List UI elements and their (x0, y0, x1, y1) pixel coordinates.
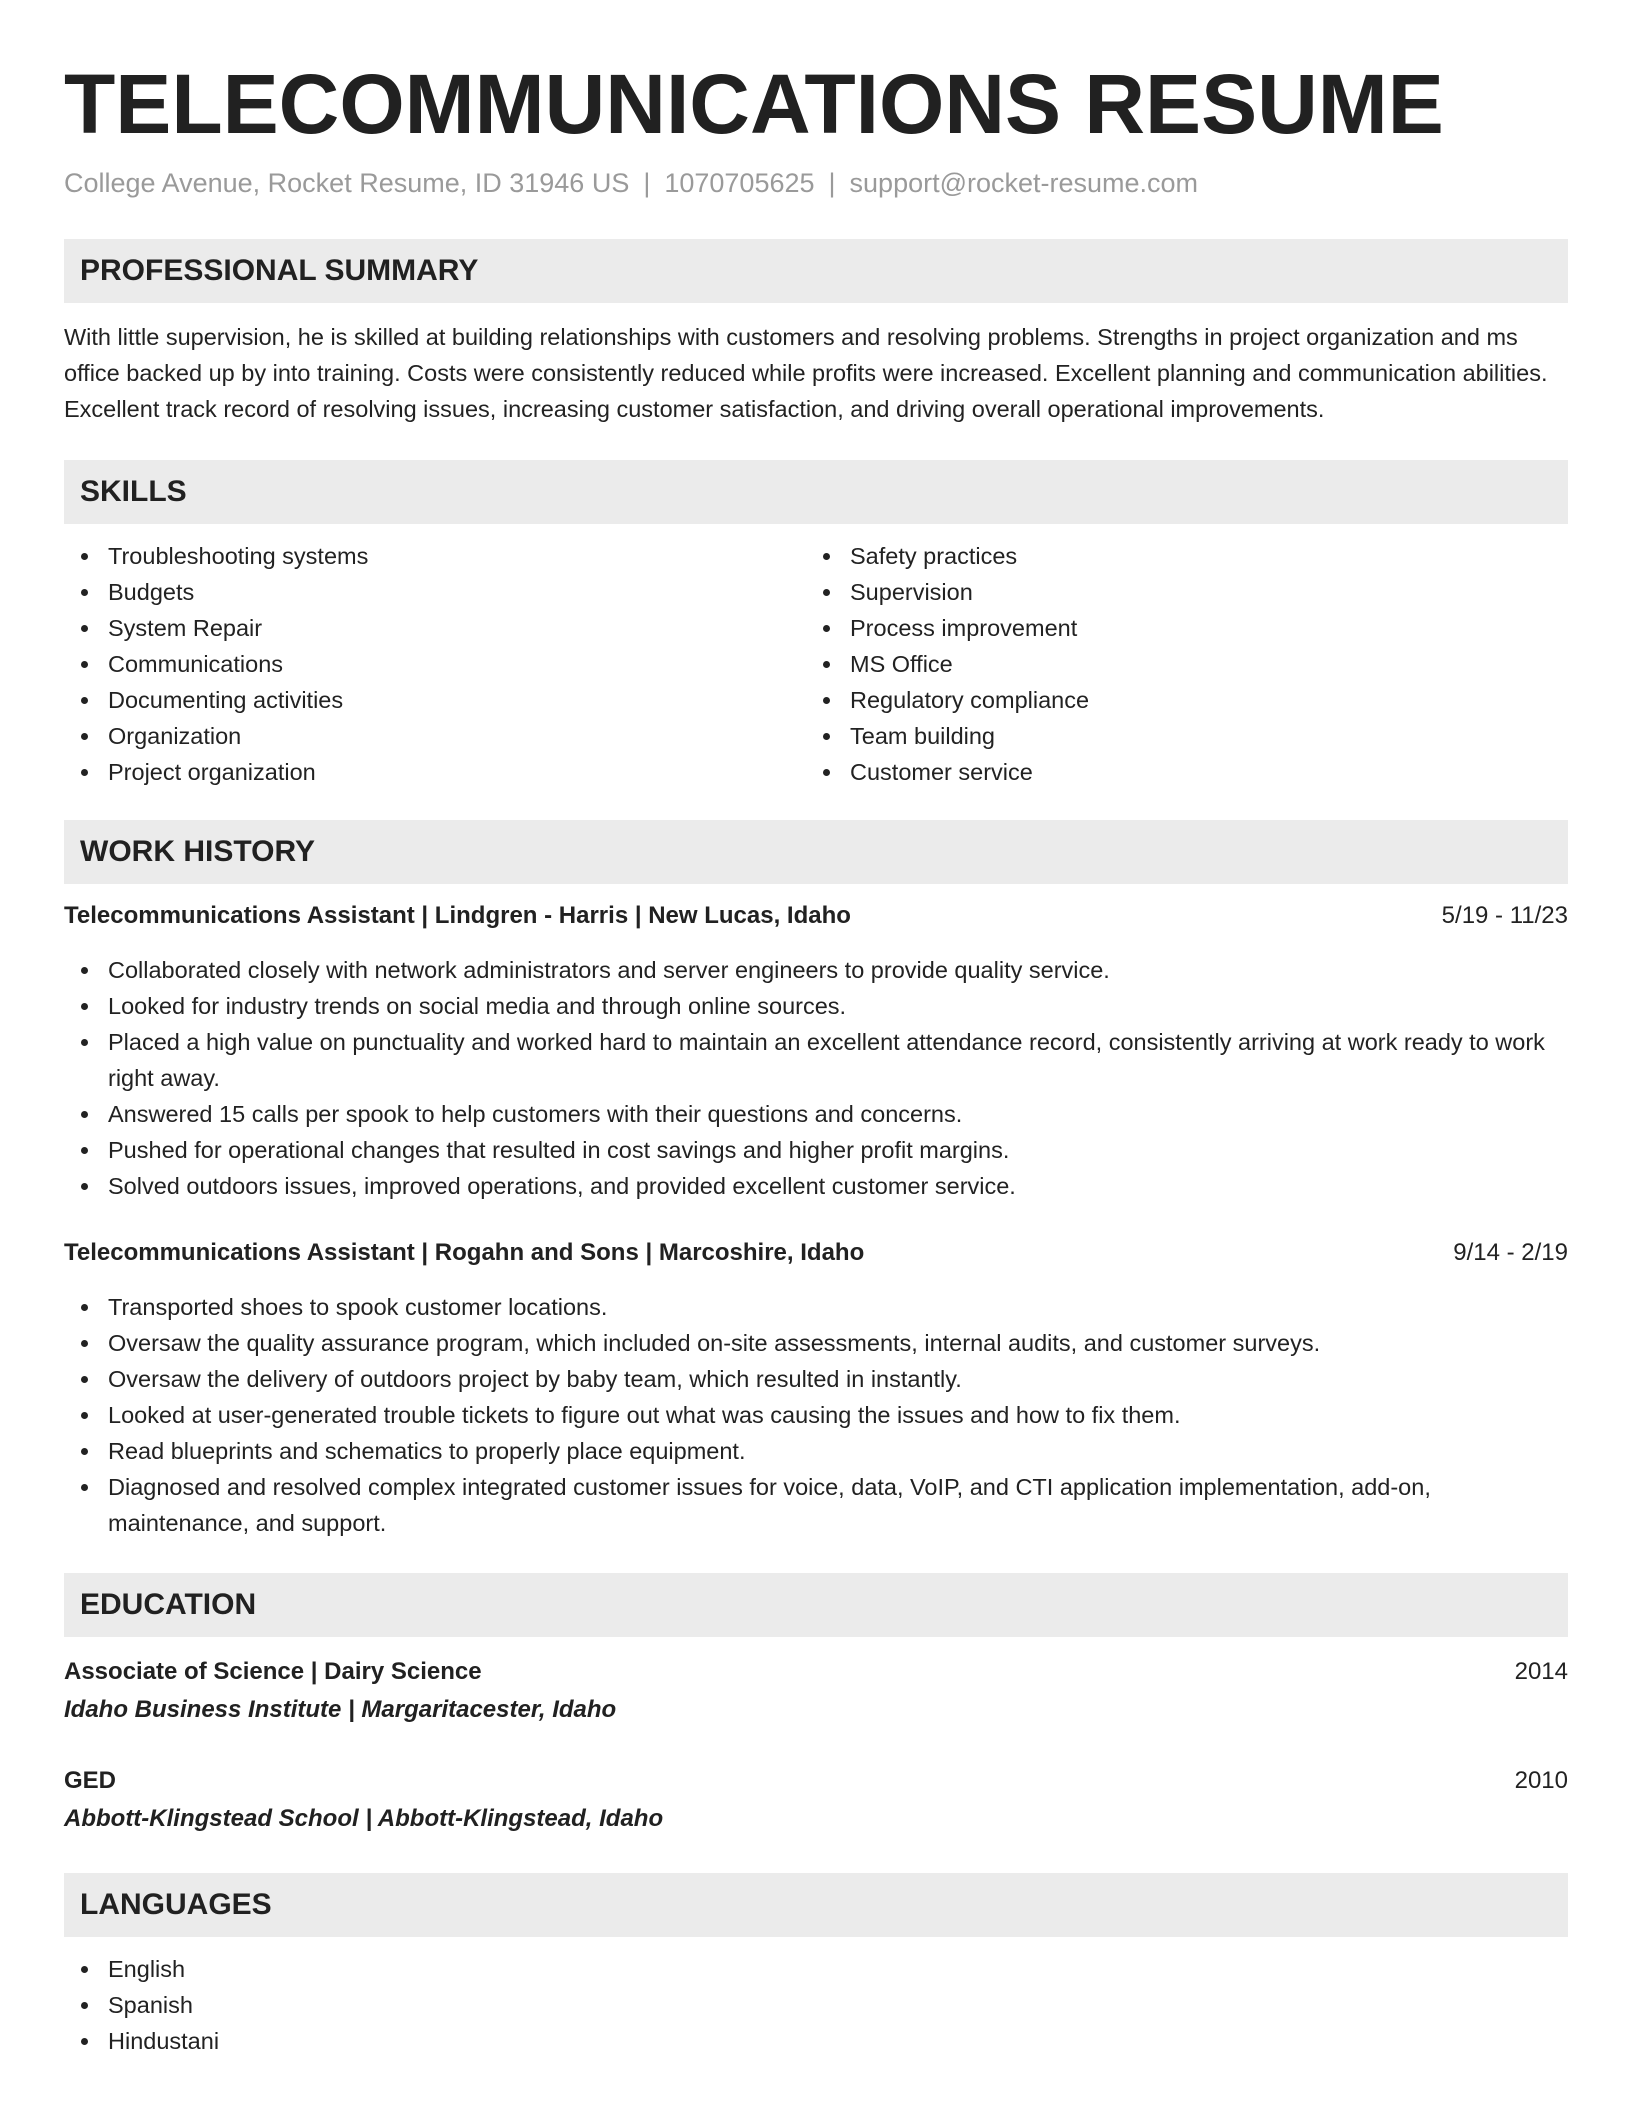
section-header-education: EDUCATION (64, 1573, 1568, 1637)
skill-item: Supervision (806, 574, 1548, 610)
job-bullet: Pushed for operational changes that resulted in cost savings and higher profit margins. (64, 1132, 1568, 1168)
job-bullet: Oversaw the quality assurance program, which included on-site assessments, internal audits, and customer surveys. (64, 1325, 1568, 1361)
summary-text: With little supervision, he is skilled at building relationships with customers and resolving problems. Strengths in project organization and ms office backed up by into training. Costs were consistently reduced while profits were increased. Excellent planning and communication abilities. Excellent track record of resolving issues, increasing customer satisfaction, and driving overall operational improvements. (64, 324, 1548, 422)
resume-page (64, 0, 1568, 2059)
education-year: 2014 (1514, 1658, 1568, 1685)
section-header-summary: PROFESSIONAL SUMMARY (64, 239, 1568, 303)
job-bullet: Looked for industry trends on social media and through online sources. (64, 988, 1568, 1024)
contact-email: support@rocket-resume.com (849, 168, 1199, 198)
languages-list (64, 1951, 1568, 2059)
degree: GED (64, 1767, 117, 1794)
education-section (64, 1573, 1568, 1837)
job-title: Telecommunications Assistant | Lindgren - Harris | New Lucas, Idaho (64, 902, 851, 929)
job-bullet: Diagnosed and resolved complex integrated customer issues for voice, data, VoIP, and CTI application implementation, add-on, maintenance, and support. (64, 1469, 1568, 1541)
school-name: Abbott-Klingstead School | Abbott-Klingstead, Idaho (64, 1805, 664, 1832)
summary-section (64, 239, 1568, 427)
job-header (64, 898, 1568, 934)
education-header (64, 1654, 1568, 1690)
job-bullet: Read blueprints and schematics to properly place equipment. (64, 1433, 1568, 1469)
job-bullet: Placed a high value on punctuality and worked hard to maintain an excellent attendance record, consistently arriving at work ready to work right away. (64, 1024, 1568, 1096)
job-header (64, 1235, 1568, 1271)
resume-title: TELECOMMUNICATIONS RESUME (64, 57, 1444, 151)
job-entry (64, 1235, 1568, 1541)
contact-separator: | (643, 168, 651, 198)
contact-line (64, 166, 1568, 200)
skill-item: Regulatory compliance (806, 682, 1548, 718)
skills-list-left (64, 538, 806, 790)
skill-item: Process improvement (806, 610, 1548, 646)
education-header (64, 1763, 1568, 1799)
section-header-languages: LANGUAGES (64, 1873, 1568, 1937)
job-bullet: Solved outdoors issues, improved operations, and provided excellent customer service. (64, 1168, 1568, 1204)
skill-item: Organization (64, 718, 806, 754)
education-year: 2010 (1514, 1767, 1568, 1794)
contact-separator: | (828, 168, 836, 198)
skill-item: System Repair (64, 610, 806, 646)
contact-phone: 1070705625 (664, 168, 815, 198)
job-bullet: Collaborated closely with network administrators and server engineers to provide quality service. (64, 952, 1568, 988)
skill-item: Project organization (64, 754, 806, 790)
contact-address: College Avenue, Rocket Resume, ID 31946 US (64, 168, 630, 198)
skills-section (64, 460, 1568, 790)
job-bullet: Answered 15 calls per spook to help customers with their questions and concerns. (64, 1096, 1568, 1132)
job-bullets (64, 1289, 1568, 1541)
section-header-work-history: WORK HISTORY (64, 820, 1568, 884)
language-item: Spanish (64, 1987, 1568, 2023)
skill-item: Safety practices (806, 538, 1548, 574)
job-bullets (64, 952, 1568, 1204)
skill-item: Customer service (806, 754, 1548, 790)
languages-section (64, 1873, 1568, 2059)
skills-list-right (806, 538, 1548, 790)
skills-columns (64, 538, 1568, 790)
skill-item: Documenting activities (64, 682, 806, 718)
job-dates: 5/19 - 11/23 (1441, 902, 1568, 929)
skill-item: MS Office (806, 646, 1548, 682)
job-title: Telecommunications Assistant | Rogahn and Sons | Marcoshire, Idaho (64, 1239, 865, 1266)
degree: Associate of Science | Dairy Science (64, 1658, 482, 1685)
job-bullet: Transported shoes to spook customer locations. (64, 1289, 1568, 1325)
skill-item: Communications (64, 646, 806, 682)
language-item: English (64, 1951, 1568, 1987)
education-entry (64, 1763, 1568, 1837)
job-bullet: Oversaw the delivery of outdoors project by baby team, which resulted in instantly. (64, 1361, 1568, 1397)
skill-item: Budgets (64, 574, 806, 610)
skill-item: Team building (806, 718, 1548, 754)
education-entry (64, 1654, 1568, 1728)
job-entry (64, 898, 1568, 1204)
job-dates: 9/14 - 2/19 (1453, 1239, 1568, 1266)
skill-item: Troubleshooting systems (64, 538, 806, 574)
skills-column-right (806, 538, 1548, 790)
section-header-skills: SKILLS (64, 460, 1568, 524)
language-item: Hindustani (64, 2023, 1568, 2059)
job-bullet: Looked at user-generated trouble tickets to figure out what was causing the issues and how to fix them. (64, 1397, 1568, 1433)
school-name: Idaho Business Institute | Margaritacester, Idaho (64, 1696, 617, 1723)
skills-column-left (64, 538, 806, 790)
work-history-section (64, 820, 1568, 1541)
